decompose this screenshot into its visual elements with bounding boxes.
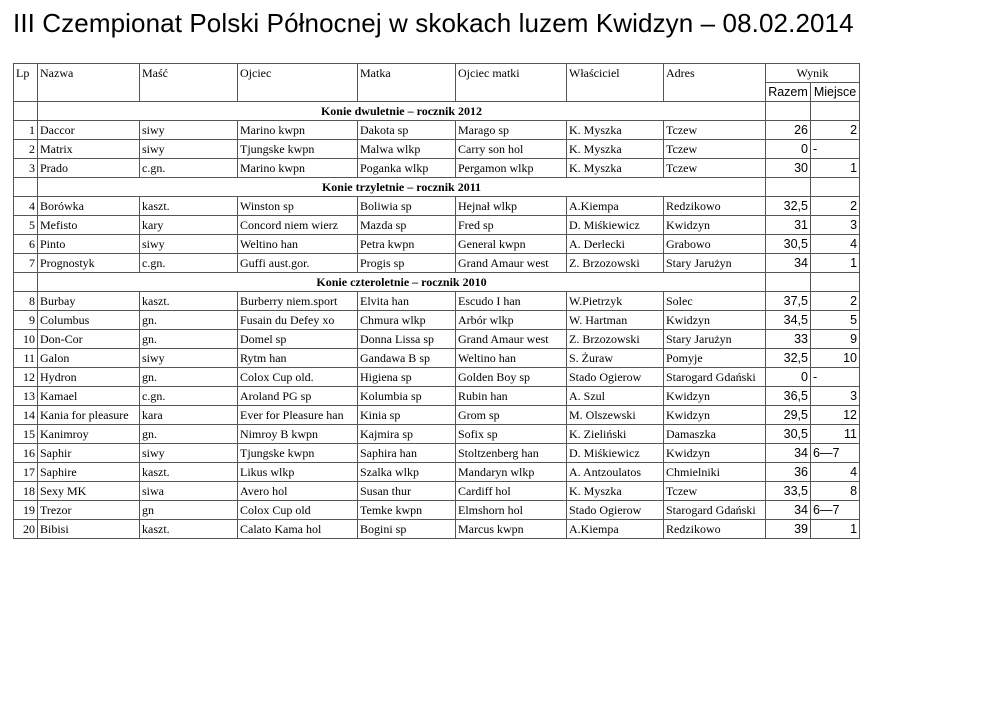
cell-razem: 26 [766,121,811,140]
cell-masc: kaszt. [140,520,238,539]
section-razem-cell [766,102,811,121]
cell-adres: Kwidzyn [664,216,766,235]
cell-ojciec: Burberry niem.sport [238,292,358,311]
cell-razem: 36,5 [766,387,811,406]
cell-wlasciciel: D. Miśkiewicz [567,216,664,235]
cell-nazwa: Burbay [38,292,140,311]
cell-matka: Malwa wlkp [358,140,456,159]
cell-ojciec: Avero hol [238,482,358,501]
section-lp-cell [14,178,38,197]
cell-matka: Boliwia sp [358,197,456,216]
cell-wlasciciel: K. Zieliński [567,425,664,444]
cell-ojciec-matki: Fred sp [456,216,567,235]
section-lp-cell [14,273,38,292]
table-row [14,330,860,349]
section-razem-cell [766,178,811,197]
cell-miejsce: - [811,368,860,387]
header-ojciec: Ojciec [238,64,358,102]
cell-wlasciciel: A.Kiempa [567,197,664,216]
cell-matka: Szalka wlkp [358,463,456,482]
cell-adres: Starogard Gdański [664,368,766,387]
cell-lp: 7 [14,254,38,273]
cell-nazwa: Bibisi [38,520,140,539]
cell-razem: 33,5 [766,482,811,501]
cell-wlasciciel: K. Myszka [567,121,664,140]
cell-nazwa: Kania for pleasure [38,406,140,425]
cell-masc: kara [140,406,238,425]
cell-razem: 0 [766,368,811,387]
cell-masc: kary [140,216,238,235]
cell-adres: Redzikowo [664,197,766,216]
cell-matka: Poganka wlkp [358,159,456,178]
header-miejsce: Miejsce [811,83,860,102]
cell-razem: 30,5 [766,425,811,444]
cell-miejsce: 6—7 [811,444,860,463]
header-row [14,64,860,83]
cell-matka: Mazda sp [358,216,456,235]
section-row [14,273,860,292]
cell-wlasciciel: Stado Ogierow [567,501,664,520]
table-row [14,197,860,216]
cell-ojciec-matki: Arbór wlkp [456,311,567,330]
table-row [14,159,860,178]
cell-nazwa: Borówka [38,197,140,216]
cell-adres: Tczew [664,140,766,159]
cell-masc: c.gn. [140,387,238,406]
cell-lp: 2 [14,140,38,159]
table-row [14,121,860,140]
header-matka: Matka [358,64,456,102]
cell-wlasciciel: A. Antzoulatos [567,463,664,482]
cell-ojciec-matki: Sofix sp [456,425,567,444]
cell-miejsce: 6—7 [811,501,860,520]
cell-razem: 31 [766,216,811,235]
cell-nazwa: Saphir [38,444,140,463]
cell-wlasciciel: M. Olszewski [567,406,664,425]
table-row [14,463,860,482]
cell-razem: 33 [766,330,811,349]
cell-wlasciciel: K. Myszka [567,140,664,159]
section-label: Konie dwuletnie – rocznik 2012 [38,102,766,121]
cell-adres: Pomyje [664,349,766,368]
section-lp-cell [14,102,38,121]
cell-wlasciciel: Stado Ogierow [567,368,664,387]
cell-lp: 15 [14,425,38,444]
cell-ojciec: Tjungske kwpn [238,444,358,463]
cell-matka: Chmura wlkp [358,311,456,330]
cell-adres: Chmielniki [664,463,766,482]
cell-matka: Kajmira sp [358,425,456,444]
cell-adres: Damaszka [664,425,766,444]
table-row [14,501,860,520]
table-row [14,349,860,368]
cell-miejsce: 4 [811,463,860,482]
cell-ojciec-matki: Cardiff hol [456,482,567,501]
cell-miejsce: 11 [811,425,860,444]
cell-lp: 19 [14,501,38,520]
cell-razem: 32,5 [766,197,811,216]
cell-ojciec: Colox Cup old [238,501,358,520]
cell-razem: 39 [766,520,811,539]
cell-razem: 34 [766,444,811,463]
cell-ojciec: Marino kwpn [238,159,358,178]
cell-ojciec-matki: Weltino han [456,349,567,368]
table-row [14,292,860,311]
table-row [14,520,860,539]
cell-matka: Saphira han [358,444,456,463]
cell-matka: Elvita han [358,292,456,311]
cell-ojciec: Weltino han [238,235,358,254]
cell-lp: 20 [14,520,38,539]
table-row [14,368,860,387]
cell-ojciec-matki: Rubin han [456,387,567,406]
table-row [14,406,860,425]
cell-ojciec-matki: Grand Amaur west [456,254,567,273]
cell-razem: 34 [766,254,811,273]
cell-lp: 9 [14,311,38,330]
cell-masc: gn. [140,425,238,444]
header-masc: Maść [140,64,238,102]
cell-wlasciciel: A. Derlecki [567,235,664,254]
cell-nazwa: Pinto [38,235,140,254]
table-row [14,311,860,330]
cell-ojciec: Domel sp [238,330,358,349]
cell-matka: Bogini sp [358,520,456,539]
cell-adres: Starogard Gdański [664,501,766,520]
header-razem: Razem [766,83,811,102]
cell-miejsce: 1 [811,159,860,178]
cell-miejsce: 5 [811,311,860,330]
cell-ojciec: Guffi aust.gor. [238,254,358,273]
cell-ojciec: Colox Cup old. [238,368,358,387]
table-row [14,444,860,463]
cell-matka: Petra kwpn [358,235,456,254]
cell-ojciec-matki: Escudo I han [456,292,567,311]
cell-miejsce: 4 [811,235,860,254]
cell-razem: 0 [766,140,811,159]
cell-adres: Tczew [664,482,766,501]
cell-matka: Dakota sp [358,121,456,140]
cell-masc: kaszt. [140,292,238,311]
cell-miejsce: 3 [811,216,860,235]
cell-ojciec: Marino kwpn [238,121,358,140]
cell-razem: 29,5 [766,406,811,425]
cell-adres: Stary Jarużyn [664,254,766,273]
cell-nazwa: Prognostyk [38,254,140,273]
cell-ojciec-matki: Grand Amaur west [456,330,567,349]
cell-adres: Stary Jarużyn [664,330,766,349]
cell-adres: Kwidzyn [664,311,766,330]
cell-masc: siwy [140,444,238,463]
cell-nazwa: Prado [38,159,140,178]
cell-nazwa: Don-Cor [38,330,140,349]
section-miejsce-cell [811,102,860,121]
cell-razem: 34,5 [766,311,811,330]
cell-wlasciciel: S. Żuraw [567,349,664,368]
cell-matka: Donna Lissa sp [358,330,456,349]
cell-lp: 14 [14,406,38,425]
cell-wlasciciel: A.Kiempa [567,520,664,539]
cell-ojciec-matki: Marago sp [456,121,567,140]
cell-razem: 30,5 [766,235,811,254]
cell-nazwa: Hydron [38,368,140,387]
cell-adres: Redzikowo [664,520,766,539]
cell-lp: 4 [14,197,38,216]
cell-masc: gn. [140,330,238,349]
cell-ojciec-matki: Golden Boy sp [456,368,567,387]
cell-lp: 5 [14,216,38,235]
cell-lp: 12 [14,368,38,387]
cell-ojciec-matki: General kwpn [456,235,567,254]
cell-matka: Kolumbia sp [358,387,456,406]
cell-miejsce: 2 [811,292,860,311]
cell-razem: 34 [766,501,811,520]
cell-lp: 11 [14,349,38,368]
cell-nazwa: Kamael [38,387,140,406]
section-label: Konie trzyletnie – rocznik 2011 [38,178,766,197]
cell-masc: c.gn. [140,159,238,178]
cell-razem: 32,5 [766,349,811,368]
cell-ojciec-matki: Grom sp [456,406,567,425]
cell-adres: Solec [664,292,766,311]
table-body [14,64,860,539]
cell-wlasciciel: K. Myszka [567,482,664,501]
cell-nazwa: Sexy MK [38,482,140,501]
cell-adres: Tczew [664,121,766,140]
results-table [13,63,860,539]
cell-ojciec: Ever for Pleasure han [238,406,358,425]
cell-ojciec: Tjungske kwpn [238,140,358,159]
cell-miejsce: 8 [811,482,860,501]
table-row [14,235,860,254]
cell-miejsce: 10 [811,349,860,368]
cell-lp: 17 [14,463,38,482]
cell-ojciec: Concord niem wierz [238,216,358,235]
cell-adres: Kwidzyn [664,387,766,406]
cell-lp: 10 [14,330,38,349]
section-razem-cell [766,273,811,292]
cell-nazwa: Daccor [38,121,140,140]
cell-ojciec-matki: Hejnał wlkp [456,197,567,216]
cell-wlasciciel: K. Myszka [567,159,664,178]
cell-ojciec: Rytm han [238,349,358,368]
cell-ojciec-matki: Marcus kwpn [456,520,567,539]
section-label: Konie czteroletnie – rocznik 2010 [38,273,766,292]
cell-wlasciciel: W. Hartman [567,311,664,330]
cell-nazwa: Kanimroy [38,425,140,444]
cell-nazwa: Galon [38,349,140,368]
cell-miejsce: - [811,140,860,159]
cell-masc: gn. [140,368,238,387]
table-row [14,254,860,273]
cell-masc: kaszt. [140,197,238,216]
cell-ojciec-matki: Elmshorn hol [456,501,567,520]
cell-matka: Progis sp [358,254,456,273]
table-row [14,482,860,501]
cell-lp: 6 [14,235,38,254]
cell-nazwa: Mefisto [38,216,140,235]
cell-miejsce: 2 [811,197,860,216]
header-wlasciciel: Właściciel [567,64,664,102]
cell-ojciec-matki: Stoltzenberg han [456,444,567,463]
cell-ojciec: Nimroy B kwpn [238,425,358,444]
table-row [14,216,860,235]
cell-nazwa: Columbus [38,311,140,330]
cell-lp: 8 [14,292,38,311]
cell-matka: Temke kwpn [358,501,456,520]
cell-lp: 16 [14,444,38,463]
cell-masc: gn [140,501,238,520]
cell-razem: 30 [766,159,811,178]
table-row [14,425,860,444]
cell-ojciec-matki: Pergamon wlkp [456,159,567,178]
cell-miejsce: 1 [811,254,860,273]
cell-ojciec: Fusain du Defey xo [238,311,358,330]
cell-nazwa: Matrix [38,140,140,159]
header-nazwa: Nazwa [38,64,140,102]
cell-wlasciciel: Z. Brzozowski [567,254,664,273]
cell-miejsce: 1 [811,520,860,539]
cell-wlasciciel: W.Pietrzyk [567,292,664,311]
cell-lp: 1 [14,121,38,140]
cell-miejsce: 2 [811,121,860,140]
cell-miejsce: 12 [811,406,860,425]
cell-matka: Higiena sp [358,368,456,387]
cell-masc: gn. [140,311,238,330]
cell-razem: 36 [766,463,811,482]
cell-lp: 3 [14,159,38,178]
cell-nazwa: Trezor [38,501,140,520]
cell-adres: Kwidzyn [664,406,766,425]
cell-lp: 18 [14,482,38,501]
cell-ojciec-matki: Carry son hol [456,140,567,159]
header-ojciec-matki: Ojciec matki [456,64,567,102]
cell-masc: siwy [140,235,238,254]
cell-ojciec: Aroland PG sp [238,387,358,406]
cell-wlasciciel: A. Szul [567,387,664,406]
cell-adres: Grabowo [664,235,766,254]
cell-masc: siwy [140,140,238,159]
cell-nazwa: Saphire [38,463,140,482]
header-adres: Adres [664,64,766,102]
cell-wlasciciel: D. Miśkiewicz [567,444,664,463]
cell-wlasciciel: Z. Brzozowski [567,330,664,349]
header-wynik: Wynik [766,64,860,83]
header-lp: Lp [14,64,38,102]
cell-masc: c.gn. [140,254,238,273]
cell-matka: Kinia sp [358,406,456,425]
cell-ojciec: Calato Kama hol [238,520,358,539]
section-miejsce-cell [811,178,860,197]
cell-matka: Gandawa B sp [358,349,456,368]
cell-lp: 13 [14,387,38,406]
cell-adres: Kwidzyn [664,444,766,463]
section-miejsce-cell [811,273,860,292]
cell-ojciec: Likus wlkp [238,463,358,482]
cell-ojciec-matki: Mandaryn wlkp [456,463,567,482]
cell-masc: siwa [140,482,238,501]
section-row [14,102,860,121]
cell-miejsce: 9 [811,330,860,349]
cell-masc: kaszt. [140,463,238,482]
table-row [14,140,860,159]
cell-masc: siwy [140,121,238,140]
cell-ojciec: Winston sp [238,197,358,216]
cell-razem: 37,5 [766,292,811,311]
cell-miejsce: 3 [811,387,860,406]
table-row [14,387,860,406]
section-row [14,178,860,197]
page-title: III Czempionat Polski Północnej w skokach luzem Kwidzyn – 08.02.2014 [13,8,854,38]
cell-matka: Susan thur [358,482,456,501]
cell-adres: Tczew [664,159,766,178]
cell-masc: siwy [140,349,238,368]
